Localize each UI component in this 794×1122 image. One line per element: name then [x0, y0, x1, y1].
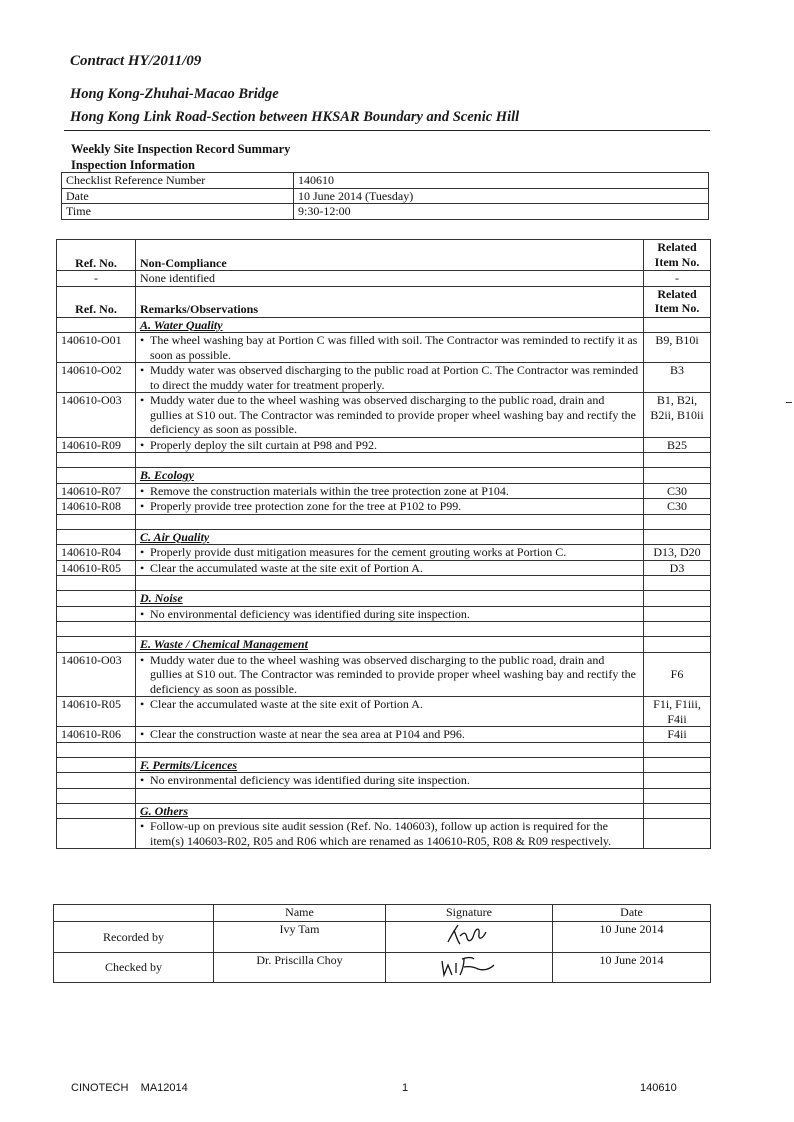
bullet: •	[140, 499, 145, 513]
contract-number: Contract HY/2011/09	[70, 53, 202, 69]
bullet: •	[140, 560, 145, 575]
ref-no-header: Ref. No.	[57, 286, 136, 317]
item-cell	[644, 697, 711, 727]
table-row	[57, 333, 711, 363]
table-row	[57, 483, 711, 499]
info-row	[62, 204, 709, 220]
spacer-row	[57, 453, 711, 468]
table-row	[57, 545, 711, 561]
item-line: F1i, F1iii,	[653, 697, 701, 711]
item-cell: F6	[644, 652, 711, 697]
remarks-header: Remarks/Observations	[136, 286, 644, 317]
spacer-row	[57, 514, 711, 529]
bullet: •	[140, 483, 145, 498]
category-title: D. Noise	[136, 591, 644, 607]
table-row	[57, 271, 711, 287]
item-cell: B25	[644, 437, 711, 453]
table-row	[57, 697, 711, 727]
category-title: A. Water Quality	[136, 317, 644, 333]
remark-cell	[136, 333, 644, 363]
ref-cell	[57, 606, 136, 622]
info-value: 10 June 2014 (Tuesday)	[294, 188, 709, 204]
non-compliance-header: Non-Compliance	[136, 240, 644, 271]
remark-cell	[136, 773, 644, 789]
info-section-title: Inspection Information	[71, 158, 195, 172]
remark-text: Properly provide dust mitigation measures for the cement grouting works at Portion C.	[150, 545, 567, 559]
table-row	[57, 819, 711, 849]
table-row	[57, 652, 711, 697]
spacer-row	[57, 622, 711, 637]
table-row	[57, 499, 711, 515]
category-title: C. Air Quality	[136, 529, 644, 545]
ref-cell: 140610-O03	[57, 652, 136, 697]
footer-reference: 140610	[640, 1082, 677, 1094]
table-row	[57, 606, 711, 622]
item-cell: C30	[644, 499, 711, 515]
ref-cell	[57, 773, 136, 789]
bullet: •	[140, 606, 145, 621]
table-row	[57, 437, 711, 453]
remark-cell	[136, 652, 644, 697]
remark-text: Clear the accumulated waste at the site exit of Portion A.	[150, 697, 423, 711]
empty-cell	[57, 803, 136, 819]
empty-cell	[644, 317, 711, 333]
item-cell: F4ii	[644, 727, 711, 743]
remark-cell	[136, 393, 644, 438]
remark-cell	[136, 437, 644, 453]
signature-header: Signature	[386, 905, 553, 922]
signoff-table	[53, 904, 711, 983]
ref-cell: 140610-O02	[57, 363, 136, 393]
footer-page-number: 1	[402, 1082, 409, 1094]
item-cell	[644, 819, 711, 849]
empty-cell	[644, 757, 711, 773]
signature-ivy-tam	[434, 922, 504, 948]
signoff-row	[54, 952, 711, 983]
empty-cell	[644, 529, 711, 545]
bullet: •	[140, 393, 145, 407]
empty-cell	[57, 757, 136, 773]
inspection-info-table	[61, 172, 709, 220]
bullet: •	[140, 697, 145, 711]
footer-company: CINOTECH MA12014	[71, 1082, 188, 1094]
category-title: E. Waste / Chemical Management	[136, 637, 644, 653]
ref-cell: 140610-R07	[57, 483, 136, 499]
empty-cell	[644, 468, 711, 484]
item-cell	[644, 606, 711, 622]
remark-text: The wheel washing bay at Portion C was filled with soil. The Contractor was reminded to rectify it as soon as possible.	[150, 333, 638, 362]
empty-cell	[644, 803, 711, 819]
remark-text: No environmental deficiency was identified during site inspection.	[150, 773, 470, 787]
remark-cell	[136, 697, 644, 727]
item-line: B2ii, B10ii	[650, 407, 704, 422]
signature-cell	[386, 922, 553, 953]
spacer-row	[57, 788, 711, 803]
info-row	[62, 188, 709, 204]
project-title: Hong Kong-Zhuhai-Macao Bridge	[70, 86, 279, 102]
table-row	[57, 393, 711, 438]
empty-cell	[57, 468, 136, 484]
bullet: •	[140, 363, 145, 377]
item-cell	[644, 773, 711, 789]
remark-cell	[136, 363, 644, 393]
remark-cell	[136, 483, 644, 499]
role-cell: Checked by	[54, 952, 214, 983]
remark-text: Muddy water due to the wheel washing was observed discharging to the public road, drain and gullies at S10 out. The Contractor was reminded to provide proper wheel washing bay and rectify the deficiency as soon as possible.	[150, 393, 636, 436]
date-cell: 10 June 2014	[553, 952, 711, 983]
nc-text-cell: None identified	[136, 271, 644, 287]
remark-cell	[136, 819, 644, 849]
ref-cell: 140610-R04	[57, 545, 136, 561]
item-cell: D3	[644, 560, 711, 576]
related-item-header: Related Item No.	[644, 240, 711, 271]
remark-text: Properly provide tree protection zone for the tree at P102 to P99.	[150, 499, 462, 513]
empty-cell	[54, 905, 214, 922]
section-title: Hong Kong Link Road-Section between HKSAR Boundary and Scenic Hill	[70, 109, 520, 125]
item-line: F4ii	[667, 711, 687, 726]
remark-text: Muddy water due to the wheel washing was observed discharging to the public road, drain and gullies at S10 out. The Contractor was reminded to provide proper wheel washing bay and rectify the deficiency as soon as possible.	[150, 652, 636, 696]
header-rule	[64, 130, 710, 131]
remark-cell	[136, 545, 644, 561]
role-cell: Recorded by	[54, 922, 214, 953]
empty-cell	[57, 529, 136, 545]
remark-text: Remove the construction materials within the tree protection zone at P104.	[150, 483, 509, 498]
name-cell: Dr. Priscilla Choy	[214, 952, 386, 983]
ref-cell: 140610-O01	[57, 333, 136, 363]
item-cell: B9, B10i	[644, 333, 711, 363]
empty-cell	[644, 591, 711, 607]
category-title: F. Permits/Licences	[136, 757, 644, 773]
item-line: B1, B2i,	[656, 393, 698, 407]
inspection-record-table	[56, 239, 711, 849]
table-row	[57, 363, 711, 393]
empty-cell	[644, 637, 711, 653]
info-label: Time	[62, 204, 294, 220]
bullet: •	[140, 773, 145, 787]
empty-cell	[57, 637, 136, 653]
bullet: •	[140, 545, 145, 559]
bullet: •	[140, 333, 145, 347]
bullet: •	[140, 727, 145, 741]
table-row	[57, 727, 711, 743]
item-cell: C30	[644, 483, 711, 499]
item-cell: B3	[644, 363, 711, 393]
ref-cell: 140610-R06	[57, 727, 136, 743]
bullet: •	[140, 437, 145, 452]
date-header: Date	[553, 905, 711, 922]
ref-cell: -	[57, 271, 136, 287]
ref-cell: 140610-R05	[57, 560, 136, 576]
form-title: Weekly Site Inspection Record Summary	[71, 142, 291, 156]
item-cell: D13, D20	[644, 545, 711, 561]
info-label: Date	[62, 188, 294, 204]
info-value: 140610	[294, 173, 709, 189]
ref-cell: 140610-O03	[57, 393, 136, 438]
name-header: Name	[214, 905, 386, 922]
table-row	[57, 773, 711, 789]
remark-cell	[136, 727, 644, 743]
empty-cell	[57, 591, 136, 607]
category-title: B. Ecology	[136, 468, 644, 484]
remark-cell	[136, 606, 644, 622]
ref-cell	[57, 819, 136, 849]
category-title: G. Others	[136, 803, 644, 819]
margin-mark	[786, 402, 792, 403]
ref-cell: 140610-R09	[57, 437, 136, 453]
remark-text: Muddy water was observed discharging to the public road at Portion C. The Contractor was reminded to direct the muddy water for treatment properly.	[150, 363, 639, 392]
related-item-header: Related Item No.	[644, 286, 711, 317]
item-cell	[644, 393, 711, 438]
bullet: •	[140, 652, 145, 667]
signature-cell	[386, 952, 553, 983]
signature-priscilla-choy	[434, 953, 504, 979]
info-value: 9:30-12:00	[294, 204, 709, 220]
ref-cell: 140610-R08	[57, 499, 136, 515]
remark-cell	[136, 499, 644, 515]
remark-text: Clear the construction waste at near the sea area at P104 and P96.	[150, 727, 465, 741]
remark-text: Properly deploy the silt curtain at P98 and P92.	[150, 437, 377, 452]
signoff-row	[54, 922, 711, 953]
spacer-row	[57, 576, 711, 591]
spacer-row	[57, 742, 711, 757]
remark-cell	[136, 560, 644, 576]
ref-no-header: Ref. No.	[57, 240, 136, 271]
table-row	[57, 560, 711, 576]
empty-cell	[57, 317, 136, 333]
remark-text: Follow-up on previous site audit session (Ref. No. 140603), follow up action is required for the item(s) 140603-R02, R05 and R06 which are renamed as 140610-R05, R08 & R09 respectively.	[150, 819, 612, 848]
table-header-row	[57, 240, 711, 271]
table-header-row	[57, 286, 711, 317]
date-cell: 10 June 2014	[553, 922, 711, 953]
bullet: •	[140, 819, 145, 833]
remark-text: No environmental deficiency was identified during site inspection.	[150, 606, 470, 621]
info-label: Checklist Reference Number	[62, 173, 294, 189]
remark-text: Clear the accumulated waste at the site exit of Portion A.	[150, 560, 423, 575]
ref-cell: 140610-R05	[57, 697, 136, 727]
name-cell: Ivy Tam	[214, 922, 386, 953]
item-cell: -	[644, 271, 711, 287]
info-row	[62, 173, 709, 189]
signoff-header-row	[54, 905, 711, 922]
